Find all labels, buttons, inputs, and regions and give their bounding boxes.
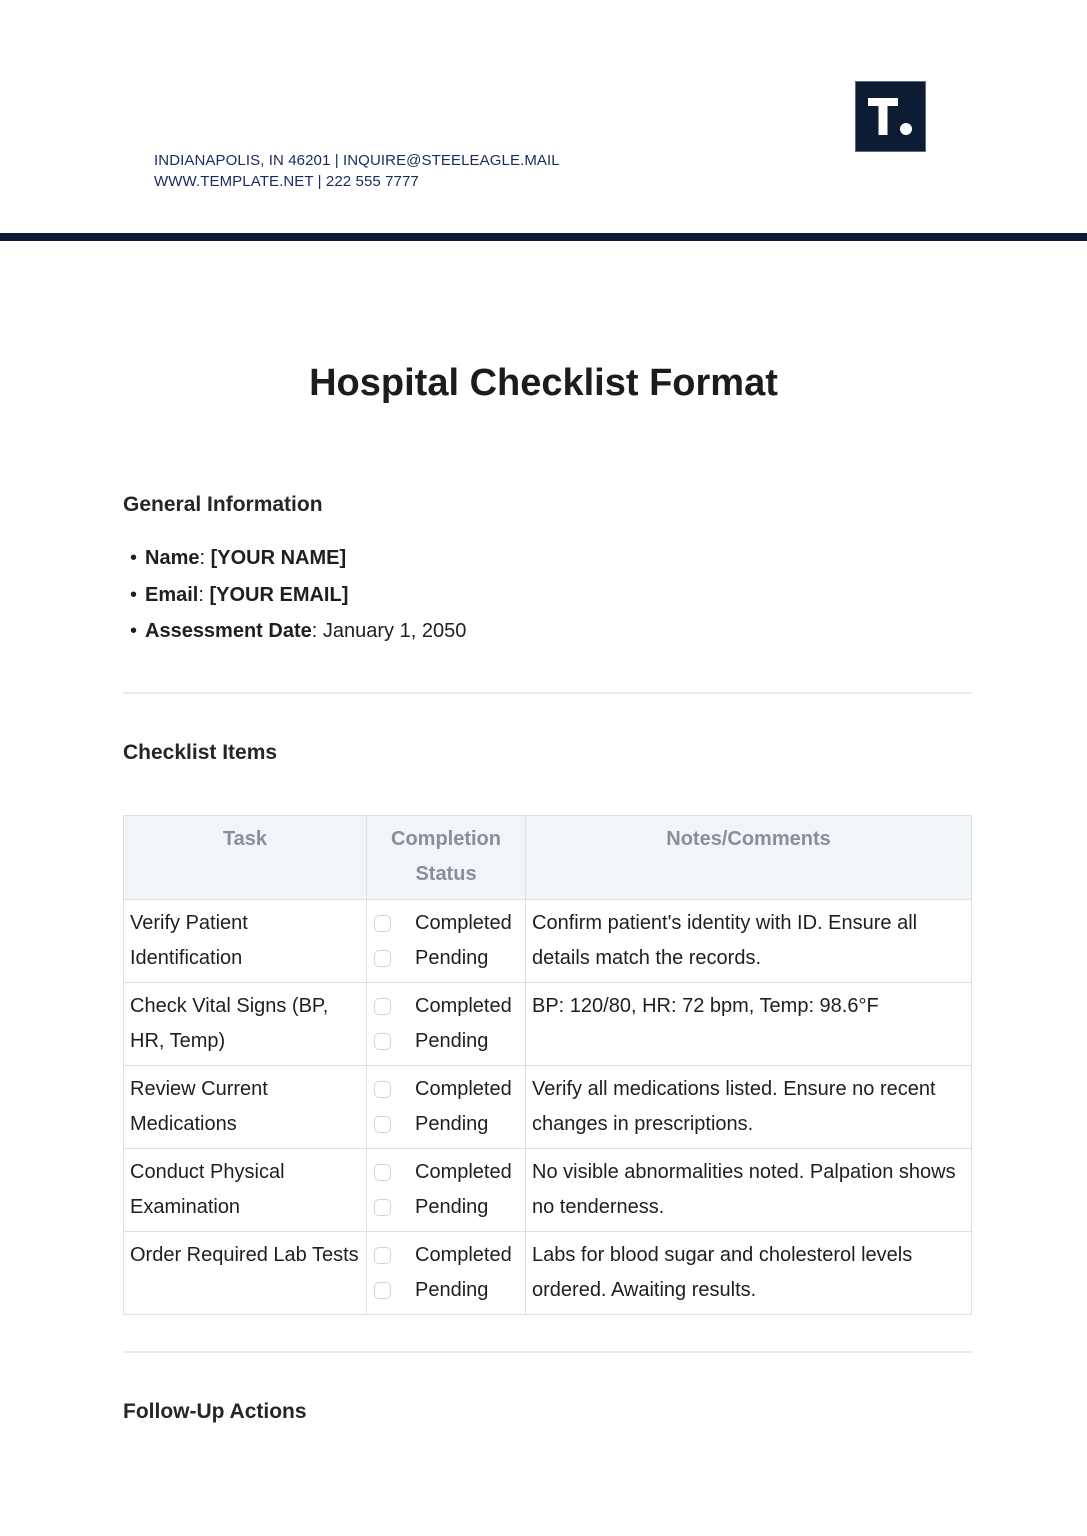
assessment-date-value: January 1, 2050 (322, 620, 467, 642)
header-contact (154, 150, 560, 192)
checkbox[interactable] (374, 998, 391, 1015)
contact-line-web-phone: WWW.TEMPLATE.NET | 222 555 7777 (154, 173, 419, 190)
status-cell (367, 1232, 526, 1315)
notes-cell: Confirm patient's identity with ID. Ensure all details match the records. (526, 900, 972, 983)
status-option-pending[interactable]: Pending (373, 1273, 519, 1308)
table-row (124, 1066, 972, 1149)
company-logo (855, 81, 926, 152)
task-cell: Check Vital Signs (BP, HR, Temp) (124, 983, 367, 1066)
status-cell (367, 1149, 526, 1232)
table-row (124, 983, 972, 1066)
status-option-pending[interactable]: Pending (373, 1190, 519, 1225)
notes-cell: Verify all medications listed. Ensure no recent changes in prescriptions. (526, 1066, 972, 1149)
task-cell: Review Current Medications (124, 1066, 367, 1149)
status-option-pending[interactable]: Pending (373, 1024, 519, 1059)
checkbox[interactable] (374, 1282, 391, 1299)
checkbox[interactable] (374, 1247, 391, 1264)
task-cell: Conduct Physical Examination (124, 1149, 367, 1232)
name-value: [YOUR NAME] (210, 547, 347, 569)
status-option-completed[interactable]: Completed (373, 1155, 519, 1190)
general-information-heading: General Information (123, 493, 323, 516)
bullet-icon: • (130, 620, 138, 642)
checkbox[interactable] (374, 1164, 391, 1181)
checkbox[interactable] (374, 1116, 391, 1133)
status-option-completed[interactable]: Completed (373, 989, 519, 1024)
status-cell (367, 1066, 526, 1149)
status-option-pending[interactable]: Pending (373, 1107, 519, 1142)
checkbox[interactable] (374, 915, 391, 932)
table-row (124, 1149, 972, 1232)
info-item-name: • Name: [YOUR NAME] (130, 543, 466, 580)
notes-cell: No visible abnormalities noted. Palpation shows no tenderness. (526, 1149, 972, 1232)
bullet-icon: • (130, 583, 138, 606)
status-cell (367, 983, 526, 1066)
email-value: [YOUR EMAIL] (209, 583, 349, 606)
bullet-icon: • (130, 547, 138, 569)
follow-up-actions-heading: Follow-Up Actions (123, 1400, 307, 1423)
task-cell: Order Required Lab Tests (124, 1232, 367, 1315)
table-header-row (124, 816, 972, 900)
checkbox[interactable] (374, 1033, 391, 1050)
column-header-task: Task (124, 816, 367, 900)
table-row (124, 1232, 972, 1315)
checkbox[interactable] (374, 950, 391, 967)
checklist-table (123, 815, 972, 1315)
checkbox[interactable] (374, 1199, 391, 1216)
info-item-assessment-date: • Assessment Date: January 1, 2050 (130, 616, 466, 653)
column-header-completion-status: Completion Status (367, 816, 526, 900)
checklist-items-heading: Checklist Items (123, 741, 278, 764)
section-divider (123, 692, 972, 694)
table-row (124, 900, 972, 983)
header-divider (0, 233, 1087, 241)
general-information-list (130, 543, 466, 653)
task-cell: Verify Patient Identification (124, 900, 367, 983)
status-cell (367, 900, 526, 983)
notes-cell: BP: 120/80, HR: 72 bpm, Temp: 98.6°F (526, 983, 972, 1066)
status-option-completed[interactable]: Completed (373, 1238, 519, 1273)
section-divider (123, 1351, 972, 1353)
column-header-notes: Notes/Comments (526, 816, 972, 900)
document-title: Hospital Checklist Format (309, 362, 778, 404)
status-option-completed[interactable]: Completed (373, 1072, 519, 1107)
checkbox[interactable] (374, 1081, 391, 1098)
status-option-completed[interactable]: Completed (373, 906, 519, 941)
contact-line-address: INDIANAPOLIS, IN 46201 | INQUIRE@STEELEAGLE.MAIL (154, 152, 560, 169)
notes-cell: Labs for blood sugar and cholesterol levels ordered. Awaiting results. (526, 1232, 972, 1315)
status-option-pending[interactable]: Pending (373, 941, 519, 976)
logo-mark-icon (866, 95, 916, 139)
info-item-email: • Email: [YOUR EMAIL] (130, 580, 466, 617)
